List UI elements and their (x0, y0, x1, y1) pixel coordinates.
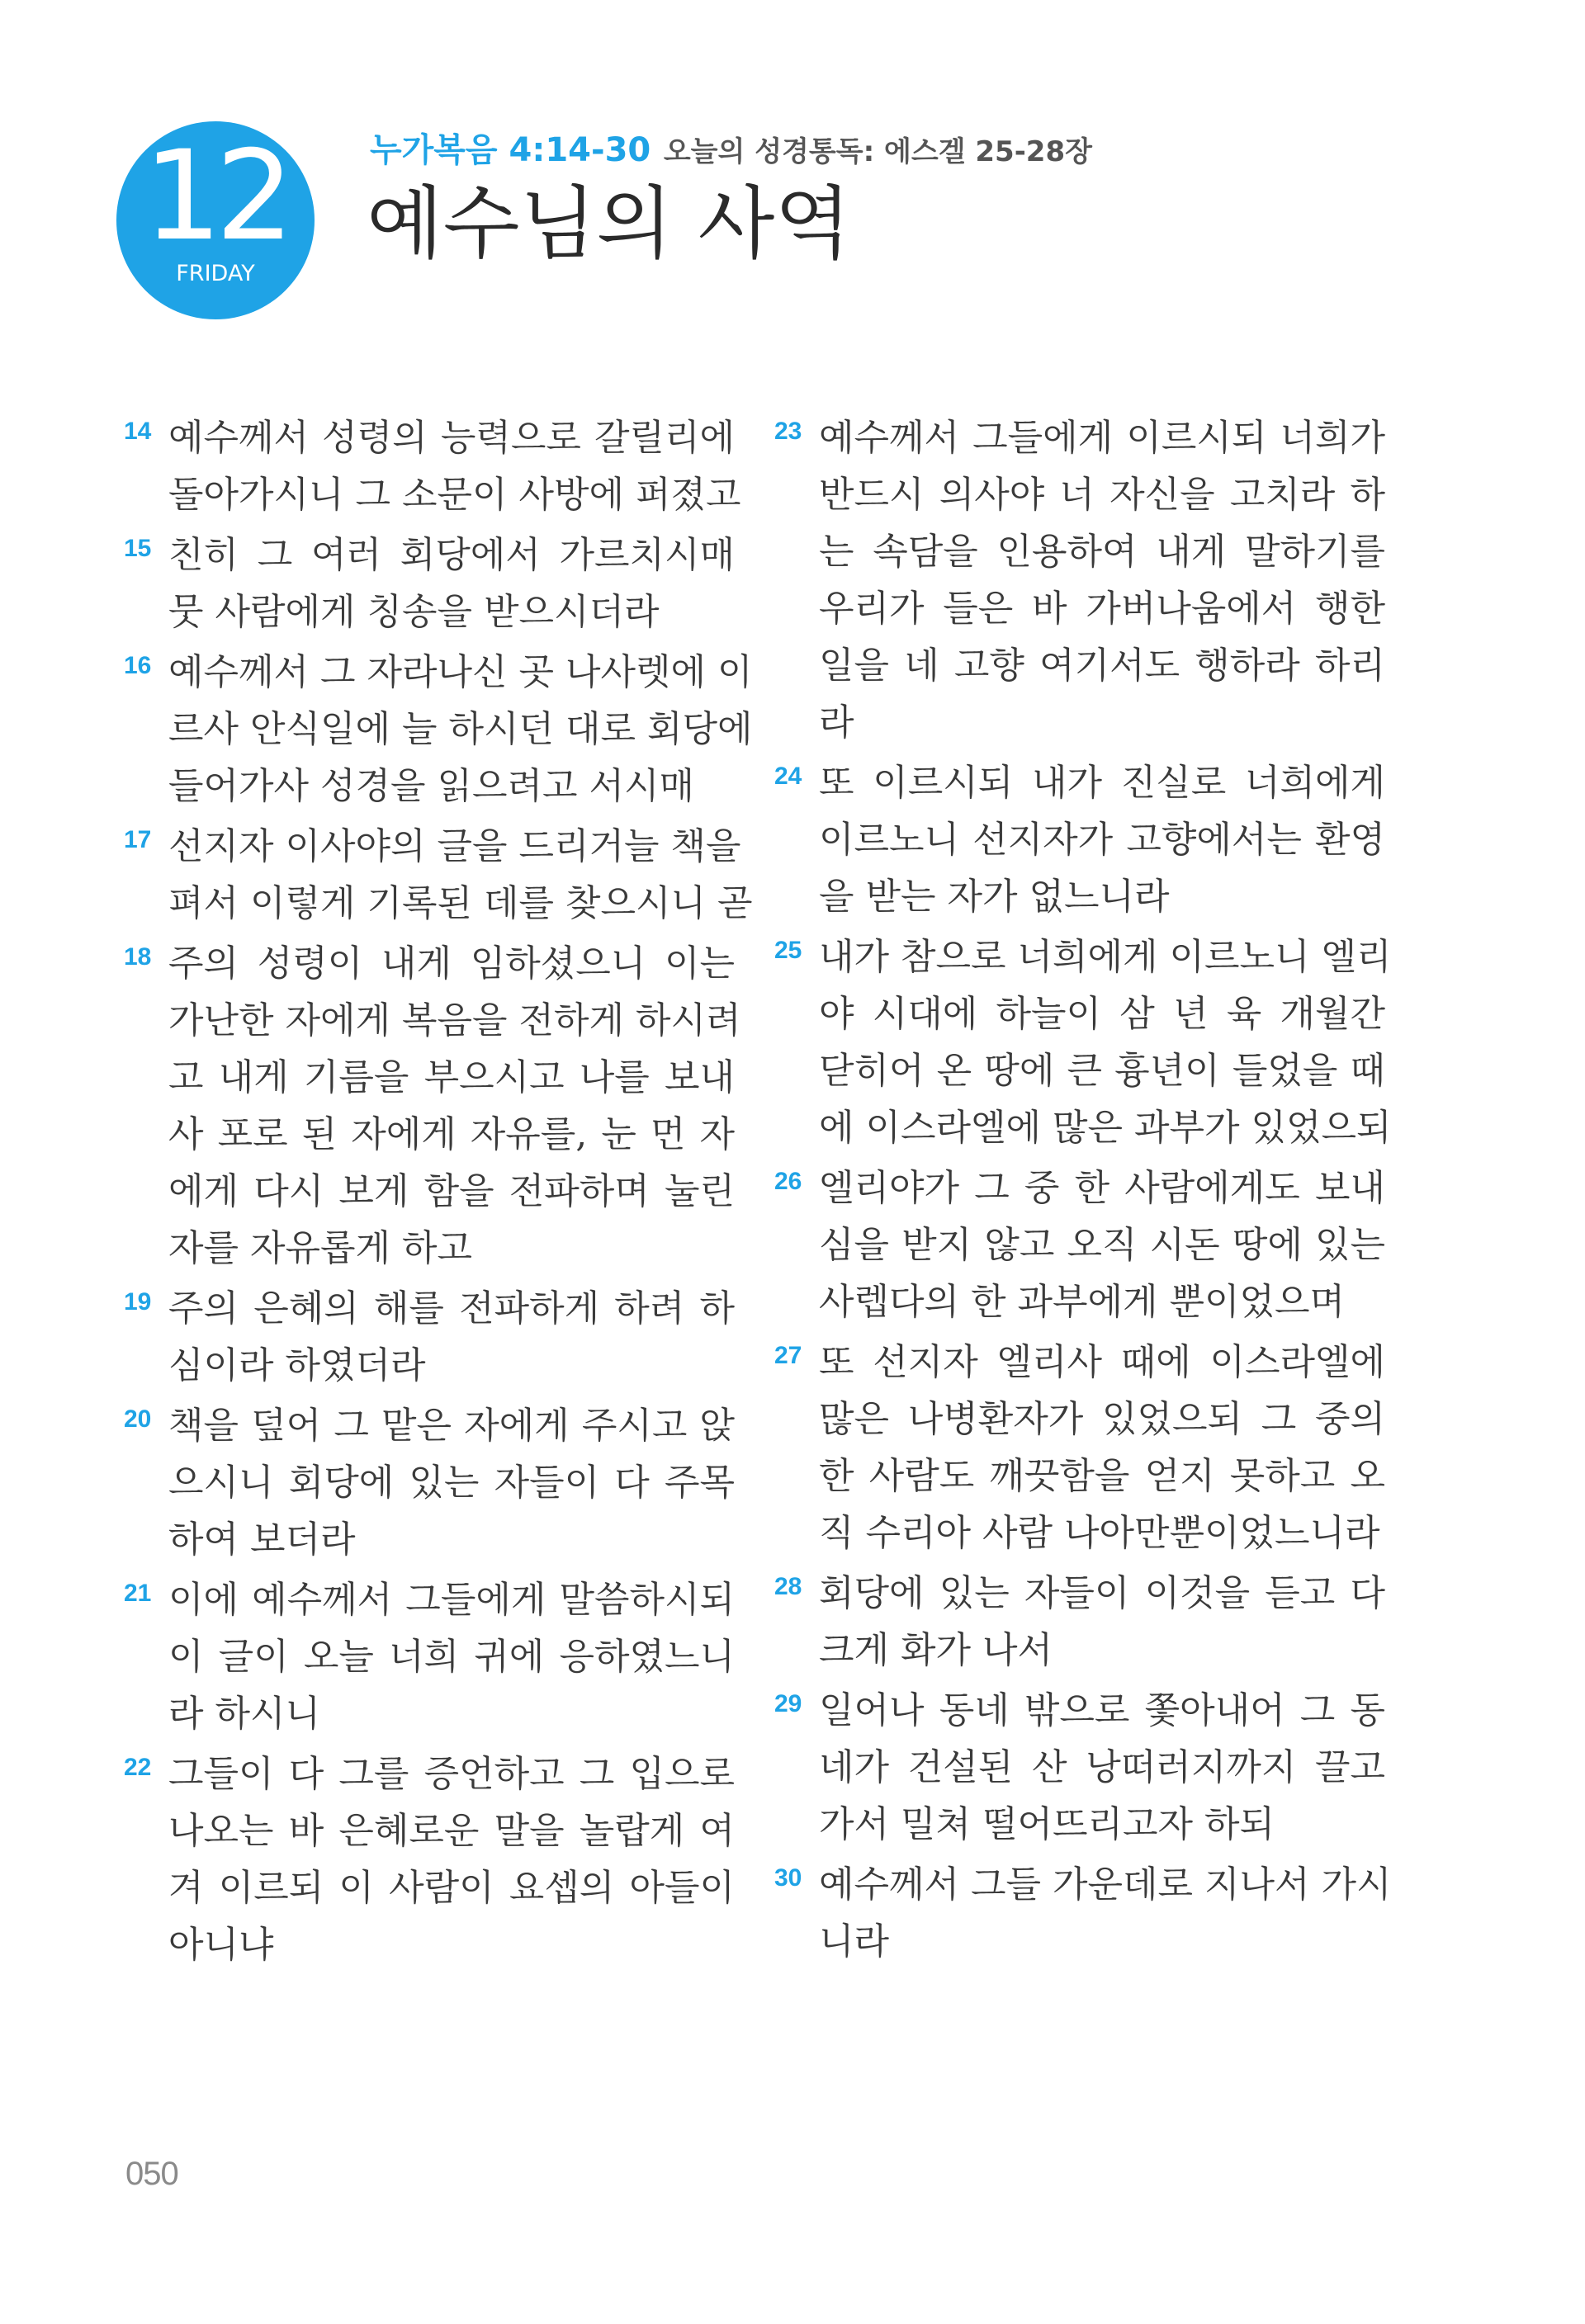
verse-line: 심이라 하였더라 (168, 1344, 426, 1386)
verse-line: 에 이스라엘에 많은 과부가 있었으되 (819, 1107, 1392, 1149)
verse (774, 1160, 1385, 1330)
verse-line: 일어나 동네 밖으로 쫓아내어 그 동 (819, 1689, 1385, 1731)
verse-number: 26 (774, 1168, 802, 1195)
verse-line: 라 (819, 701, 854, 744)
verse-number: 19 (124, 1288, 152, 1316)
verse-line: 친히 그 여러 회당에서 가르치시매 (168, 534, 735, 576)
verse-line: 내가 참으로 너희에게 이르노니 엘리 (819, 936, 1392, 978)
verse-line: 또 선지자 엘리사 때에 이스라엘에 (819, 1341, 1385, 1383)
verse-line: 으시니 회당에 있는 자들이 다 주목 (168, 1462, 735, 1504)
verse (124, 818, 753, 932)
left-column (124, 409, 753, 1977)
verse-number: 16 (124, 652, 152, 679)
verse-line: 크게 화가 나서 (819, 1629, 1053, 1671)
verse-line: 회당에 있는 자들이 이것을 듣고 다 (819, 1572, 1385, 1614)
verse-line: 사 포로 된 자에게 자유를, 눈 먼 자 (168, 1113, 735, 1155)
page-title: 예수님의 사역 (367, 177, 851, 270)
day-number: 12 (143, 125, 288, 268)
verse-line: 주의 성령이 내게 임하셨으니 이는 (168, 942, 735, 985)
verse-line: 많은 나병환자가 있었으되 그 중의 (819, 1398, 1385, 1440)
verse-line: 심을 받지 않고 오직 시돈 땅에 있는 (819, 1224, 1385, 1266)
verse-line: 엘리야가 그 중 한 사람에게도 보내 (819, 1167, 1385, 1209)
verse-number: 14 (124, 418, 152, 445)
verse-line: 또 이르시되 내가 진실로 너희에게 (819, 762, 1385, 804)
verse-line: 이르노니 선지자가 고향에서는 환영 (819, 819, 1385, 861)
day-badge (116, 121, 315, 319)
verse-line: 을 받는 자가 없느니라 (819, 876, 1170, 918)
verse-line: 그들이 다 그를 증언하고 그 입으로 (168, 1753, 735, 1795)
verse-number: 29 (774, 1690, 802, 1717)
verse-line: 나오는 바 은혜로운 말을 놀랍게 여 (168, 1810, 735, 1852)
verse-line: 일을 네 고향 여기서도 행하라 하리 (819, 645, 1385, 687)
verse (774, 1334, 1385, 1561)
verse-number: 23 (774, 418, 802, 445)
verse-line: 가서 밀쳐 떨어뜨리고자 하되 (819, 1803, 1275, 1845)
verse-line: 겨 이르되 이 사람이 요셉의 아들이 (168, 1867, 735, 1909)
verse-line: 자를 자유롭게 하고 (168, 1227, 473, 1269)
day-name: FRIDAY (176, 261, 255, 286)
verse (774, 1565, 1385, 1679)
verse-line: 이 글이 오늘 너희 귀에 응하였느니 (168, 1636, 735, 1678)
verse-line: 반드시 의사야 너 자신을 고치라 하 (819, 474, 1385, 516)
verse-line: 닫히어 온 땅에 큰 흉년이 들었을 때 (819, 1050, 1385, 1092)
verse-line: 사렙다의 한 과부에게 뿐이었으며 (819, 1281, 1346, 1323)
verse-number: 30 (774, 1864, 802, 1892)
verse (774, 754, 1385, 925)
verse-line: 야 시대에 하늘이 삼 년 육 개월간 (819, 993, 1385, 1035)
verse-line: 예수께서 그들 가운데로 지나서 가시 (819, 1863, 1392, 1906)
verse-line: 들어가사 성경을 읽으려고 서시매 (168, 765, 695, 807)
verse (774, 1856, 1392, 1970)
verse (124, 1397, 735, 1568)
verse-line: 니라 (819, 1920, 890, 1963)
verse-line: 직 수리아 사람 나아만뿐이었느니라 (819, 1512, 1380, 1554)
verse-number: 17 (124, 826, 152, 853)
right-column (774, 409, 1392, 1973)
verse (124, 1745, 735, 1973)
verse (124, 527, 735, 640)
verse-line: 네가 건설된 산 낭떠러지까지 끌고 (819, 1746, 1385, 1788)
verse-number: 15 (124, 535, 152, 562)
verse-number: 20 (124, 1405, 152, 1433)
verse (124, 644, 753, 815)
verse-line: 한 사람도 깨끗함을 얻지 못하고 오 (819, 1455, 1385, 1497)
verse (124, 935, 741, 1277)
verse-line: 는 속담을 인용하여 내게 말하기를 (819, 531, 1385, 573)
verse-line: 펴서 이렇게 기록된 데를 찾으시니 곧 (168, 882, 753, 924)
verse-line: 뭇 사람에게 칭송을 받으시더라 (168, 591, 660, 633)
verse-line: 고 내게 기름을 부으시고 나를 보내 (168, 1056, 735, 1098)
verse-line: 라 하시니 (168, 1693, 321, 1735)
verse-line: 에게 다시 보게 함을 전파하며 눌린 (168, 1170, 735, 1212)
page-number: 050 (125, 2156, 178, 2192)
verse (774, 928, 1392, 1156)
verse-number: 22 (124, 1754, 152, 1781)
verse-line: 주의 은혜의 해를 전파하게 하려 하 (168, 1287, 735, 1330)
verse-line: 아니냐 (168, 1924, 274, 1966)
header-subtitle (370, 124, 1092, 171)
verse-number: 25 (774, 937, 802, 964)
verse-line: 선지자 이사야의 글을 드리거늘 책을 (168, 825, 741, 867)
verse-line: 하여 보더라 (168, 1519, 356, 1561)
verse-line: 책을 덮어 그 맡은 자에게 주시고 앉 (168, 1405, 735, 1447)
verse-number: 21 (124, 1580, 152, 1607)
verse (774, 1682, 1385, 1853)
verse-line: 가난한 자에게 복음을 전하게 하시려 (168, 999, 741, 1042)
verse-number: 18 (124, 943, 152, 971)
reading-plan: 오늘의 성경통독: 에스겔 25-28장 (663, 135, 1092, 168)
verse (774, 409, 1385, 751)
verse-line: 예수께서 그들에게 이르시되 너희가 (819, 417, 1385, 459)
verse-number: 28 (774, 1573, 802, 1600)
verse-number: 27 (774, 1342, 802, 1369)
verse (124, 1571, 735, 1742)
verse-line: 이에 예수께서 그들에게 말씀하시되 (168, 1579, 735, 1621)
verse-line: 예수께서 성령의 능력으로 갈릴리에 (168, 417, 735, 459)
verse-line: 돌아가시니 그 소문이 사방에 퍼졌고 (168, 474, 741, 516)
verse-line: 르사 안식일에 늘 하시던 대로 회당에 (168, 708, 753, 750)
verse (124, 409, 741, 523)
verse (124, 1280, 735, 1394)
passage-reference: 누가복음 4:14-30 (370, 131, 651, 169)
verse-line: 우리가 들은 바 가버나움에서 행한 (819, 588, 1385, 630)
verse-number: 24 (774, 763, 802, 790)
verse-line: 예수께서 그 자라나신 곳 나사렛에 이 (168, 651, 753, 693)
